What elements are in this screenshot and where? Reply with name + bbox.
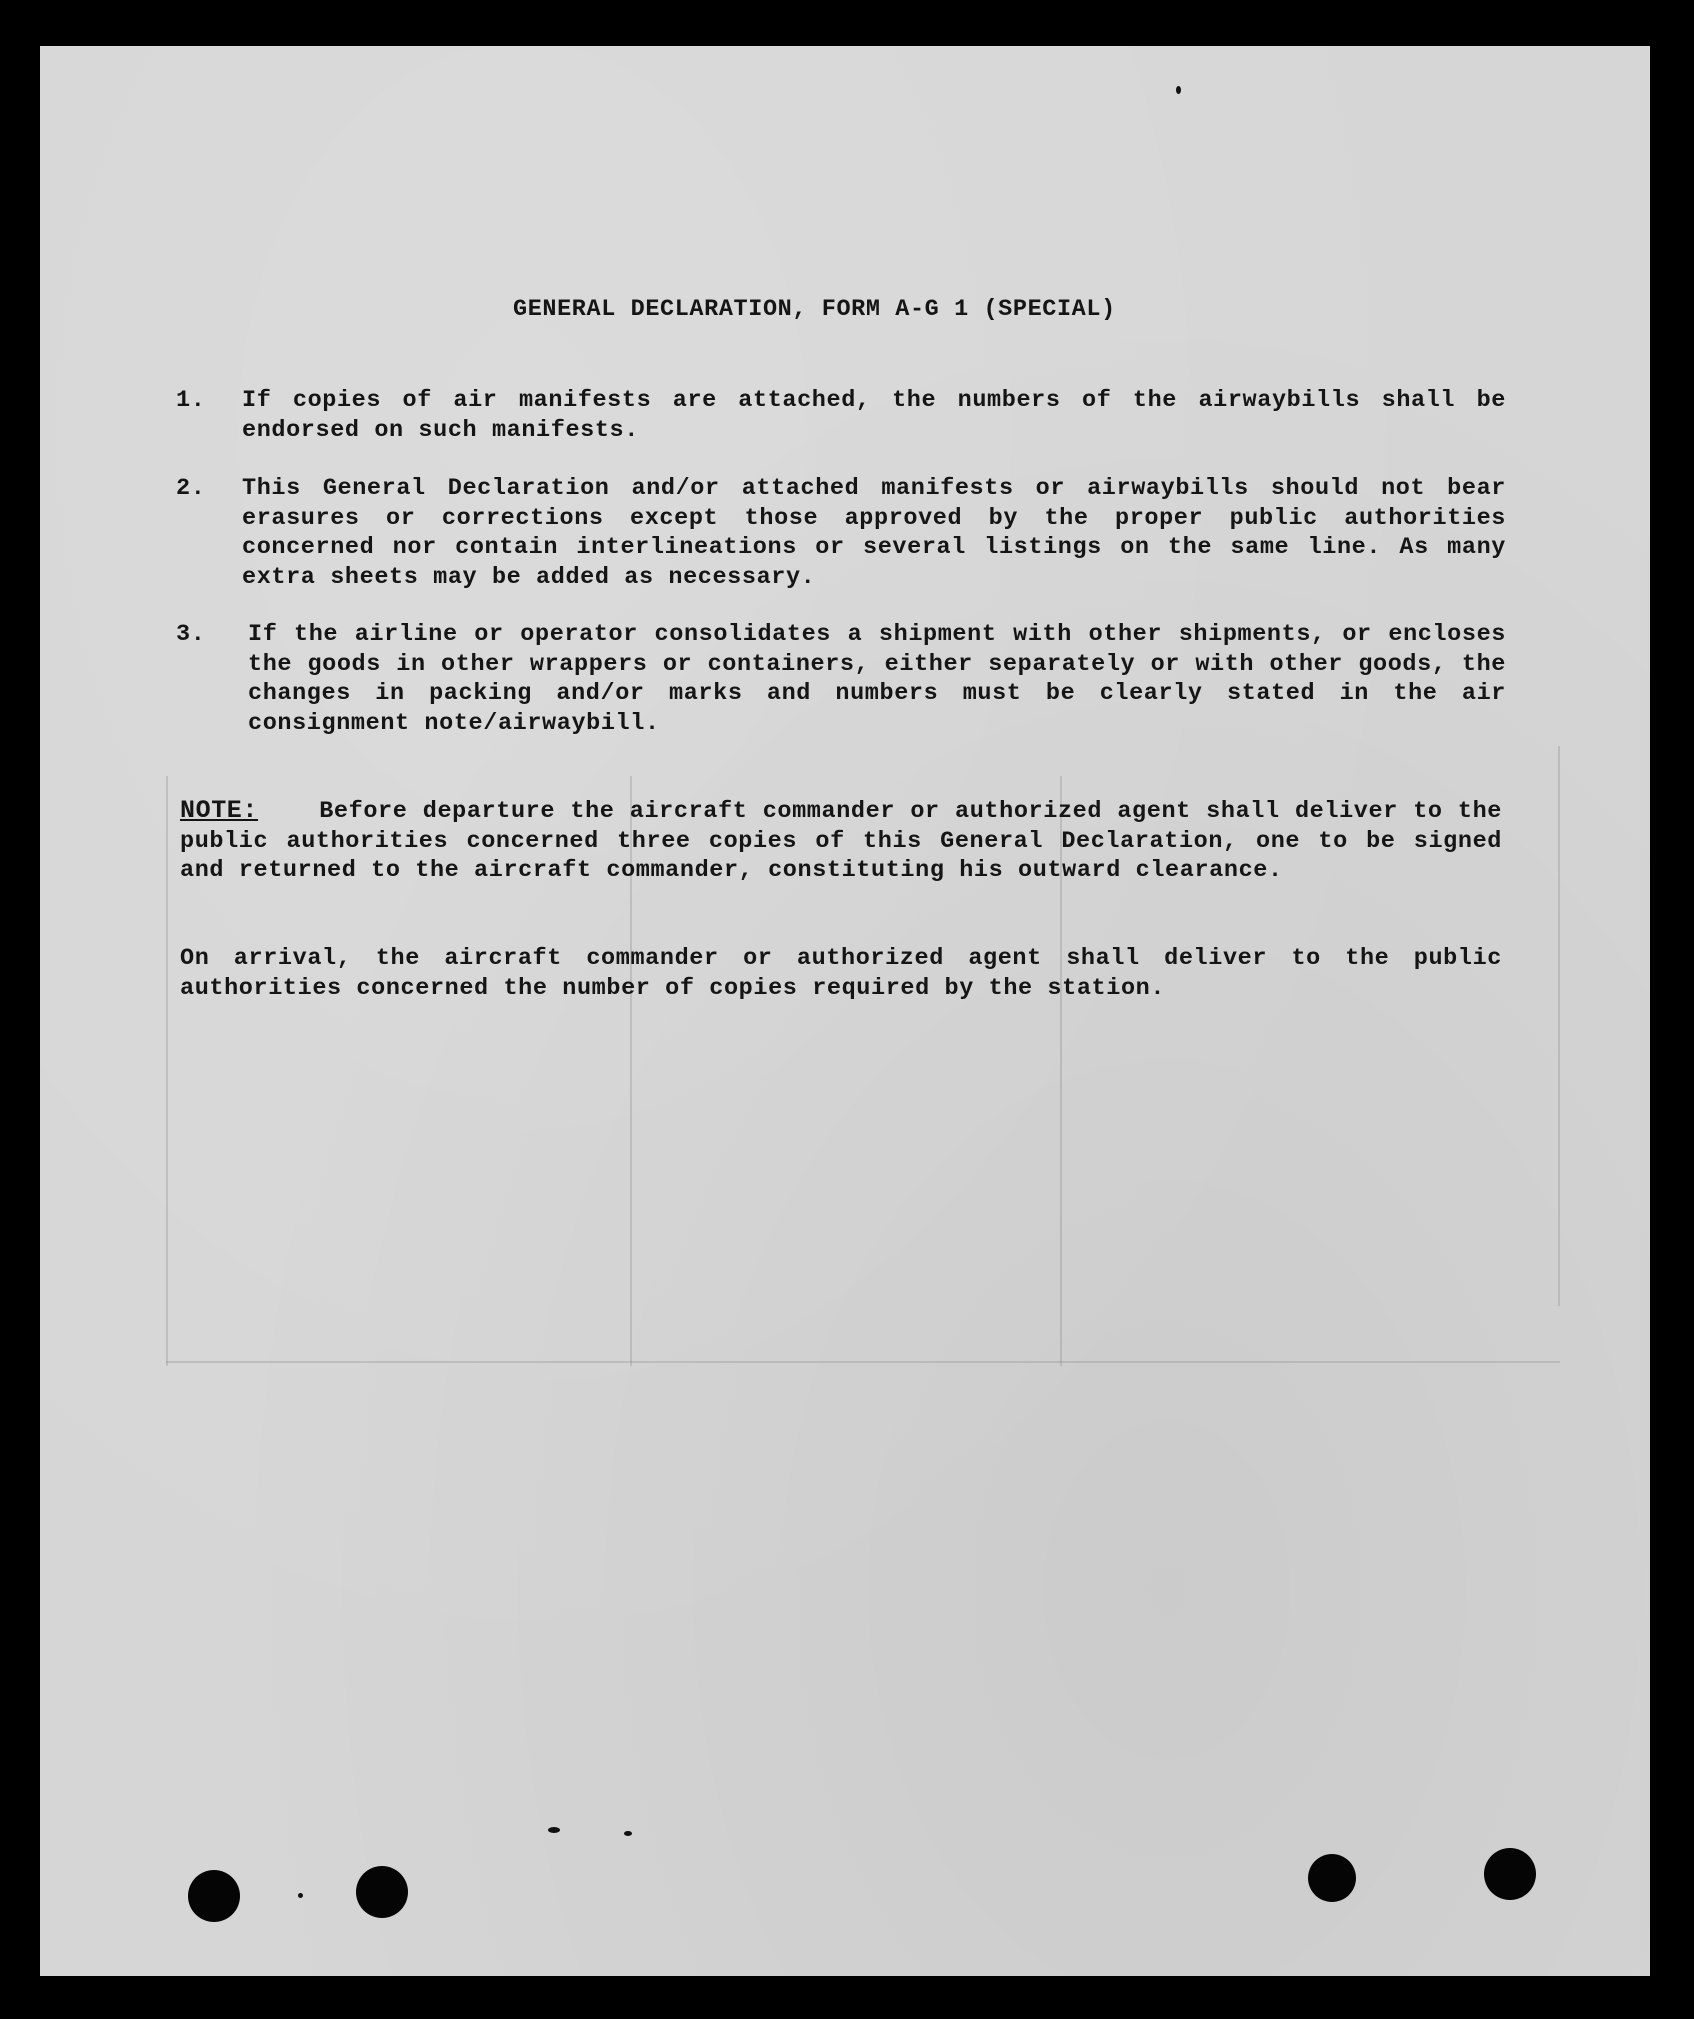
punch-hole [356, 1866, 408, 1918]
bleed-through-rule [166, 776, 168, 1366]
item-text: If copies of air manifests are attached, the numbers of the airwaybills shall be endorsed on such manifests. [242, 387, 1506, 444]
punch-hole [1308, 1854, 1356, 1902]
instruction-item-3 [176, 620, 1506, 738]
note-label: NOTE: [180, 796, 259, 825]
note-text: Before departure the aircraft commander or authorized agent shall deliver to the public authorities concerned three copies of this General Declaration, one to be signed and returned to the aircraft commander, constituting his outward clearance. [180, 798, 1503, 884]
item-number: 1. [176, 387, 206, 414]
punch-hole [188, 1870, 240, 1922]
bleed-through-rule [1558, 746, 1560, 1306]
form-title: GENERAL DECLARATION, FORM A-G 1 (SPECIAL) [513, 296, 1116, 323]
note-paragraph [180, 796, 1502, 886]
item-number: 3. [176, 621, 206, 648]
ink-speck [1176, 86, 1181, 94]
paper-sheet [40, 46, 1650, 1976]
bleed-through-rule [166, 1361, 1560, 1363]
item-text: If the airline or operator consolidates a shipment with other shipments, or encloses the goods in other wrappers or containers, either separately or with other goods, the changes in packing and/or marks and numbers must be clearly stated in the air consignment note/airwaybill. [248, 621, 1506, 737]
ink-speck [624, 1831, 632, 1836]
note-spacer [258, 798, 319, 825]
ink-speck [298, 1893, 303, 1898]
instruction-item-1 [176, 386, 1506, 445]
arrival-paragraph [180, 944, 1502, 1003]
arrival-text: On arrival, the aircraft commander or authorized agent shall deliver to the public authorities concerned the number of copies required by the station. [180, 945, 1502, 1002]
instruction-item-2 [176, 474, 1506, 592]
item-text: This General Declaration and/or attached manifests or airwaybills should not bear erasures or corrections except those approved by the proper public authorities concerned nor contain interlineations or several listings on the same line. As many extra sheets may be added as necessary. [242, 475, 1506, 591]
item-number: 2. [176, 475, 206, 502]
punch-hole [1484, 1848, 1536, 1900]
ink-speck [548, 1827, 560, 1833]
